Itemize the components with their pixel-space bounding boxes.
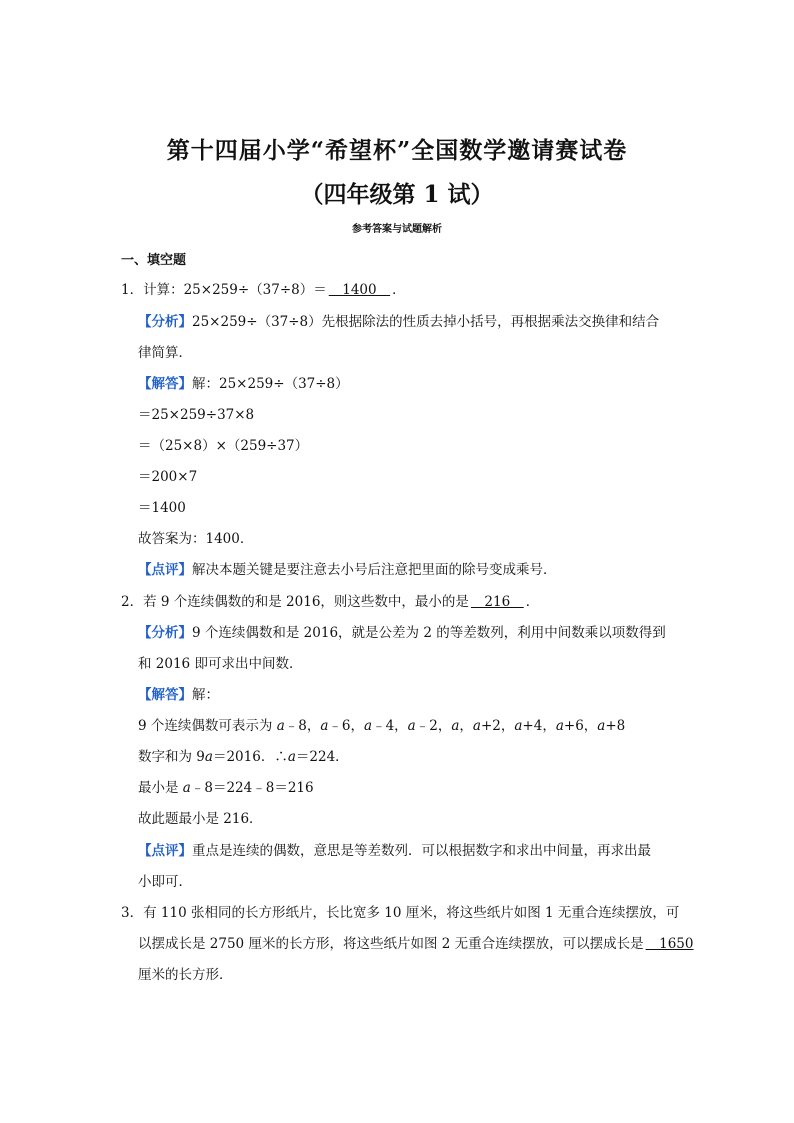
solution-conclusion: 故答案为：1400．: [138, 531, 254, 547]
question-end: ．: [525, 594, 540, 610]
solution-conclusion: 故此题最小是 216．: [138, 811, 263, 827]
question-1-stem: [121, 281, 406, 299]
solution-text: 解：: [192, 687, 219, 703]
answer-caption: 参考答案与试题解析: [352, 224, 442, 235]
question-3-stem-end: 厘米的长方形．: [138, 967, 233, 983]
solution-step: ＝200×7: [138, 469, 198, 485]
solution-tag: 【解答】: [138, 687, 192, 703]
question-1-analysis: [138, 313, 659, 331]
comment-tag: 【点评】: [138, 843, 192, 859]
solution-line: 9 个连续偶数可表示为 a﹣8，a﹣6，a﹣4，a﹣2，a，a+2，a+4，a+6，a+8: [138, 718, 626, 734]
comment-text: 解决本题关键是要注意去小号后注意把里面的除号变成乘号．: [192, 562, 557, 578]
question-1-analysis-cont: 律简算．: [138, 345, 192, 361]
question-2-comment-cont: 小即可．: [138, 874, 192, 890]
question-2-analysis: [138, 624, 666, 642]
question-text: 有 110 张相同的长方形纸片，长比宽多 10 厘米，将这些纸片如图 1 无重合连续摆放，可: [143, 905, 680, 921]
answer-blank: 1400: [328, 282, 391, 298]
question-number: 3．: [121, 905, 144, 921]
question-text: 以摆成长是 2750 厘米的长方形，将这些纸片如图 2 无重合连续摆放，可以摆成长是: [138, 936, 644, 952]
analysis-text: 25×259÷（37÷8）先根据除法的性质去掉小括号，再根据乘法交换律和结合: [192, 314, 660, 330]
answer-blank: 1650: [645, 936, 694, 952]
grade-subtitle: （四年级第 1 试）: [300, 181, 494, 208]
comment-tag: 【点评】: [138, 562, 192, 578]
question-number: 1．: [121, 282, 144, 298]
question-3-stem: [121, 904, 679, 922]
question-text: 若 9 个连续偶数的和是 2016，则这些数中，最小的是: [143, 594, 469, 610]
question-2-stem: [121, 593, 539, 611]
comment-text: 重点是连续的偶数，意思是等差数列．可以根据数字和求出中间量，再求出最: [192, 843, 651, 859]
solution-text: 解：25×259÷（37÷8）: [192, 376, 349, 392]
solution-line: 最小是 a﹣8＝224﹣8＝216: [138, 780, 314, 796]
solution-step: ＝（25×8）×（259÷37）: [138, 438, 309, 454]
document-title: 第十四届小学“希望杯”全国数学邀请赛试卷: [166, 137, 628, 164]
question-2-analysis-cont: 和 2016 即可求出中间数．: [138, 656, 303, 672]
question-number: 2．: [121, 594, 144, 610]
question-1-solution: [138, 375, 349, 393]
analysis-tag: 【分析】: [138, 314, 192, 330]
solution-step: ＝25×259÷37×8: [138, 407, 255, 423]
question-2-comment: [138, 842, 651, 860]
solution-step: ＝1400: [138, 500, 186, 516]
question-1-comment: [138, 561, 557, 579]
question-3-stem-cont: [138, 935, 695, 953]
analysis-tag: 【分析】: [138, 625, 192, 641]
analysis-text: 9 个连续偶数和是 2016，就是公差为 2 的等差数列，利用中间数乘以项数得到: [192, 625, 666, 641]
question-end: ．: [392, 282, 406, 298]
solution-tag: 【解答】: [138, 376, 192, 392]
question-text: 计算：25×259÷（37÷8）＝: [143, 282, 327, 298]
solution-line: 数字和为 9a＝2016．∴a＝224．: [138, 749, 349, 765]
question-2-solution: [138, 686, 219, 704]
section-heading: 一、填空题: [121, 253, 187, 268]
answer-blank: 216: [470, 594, 524, 610]
